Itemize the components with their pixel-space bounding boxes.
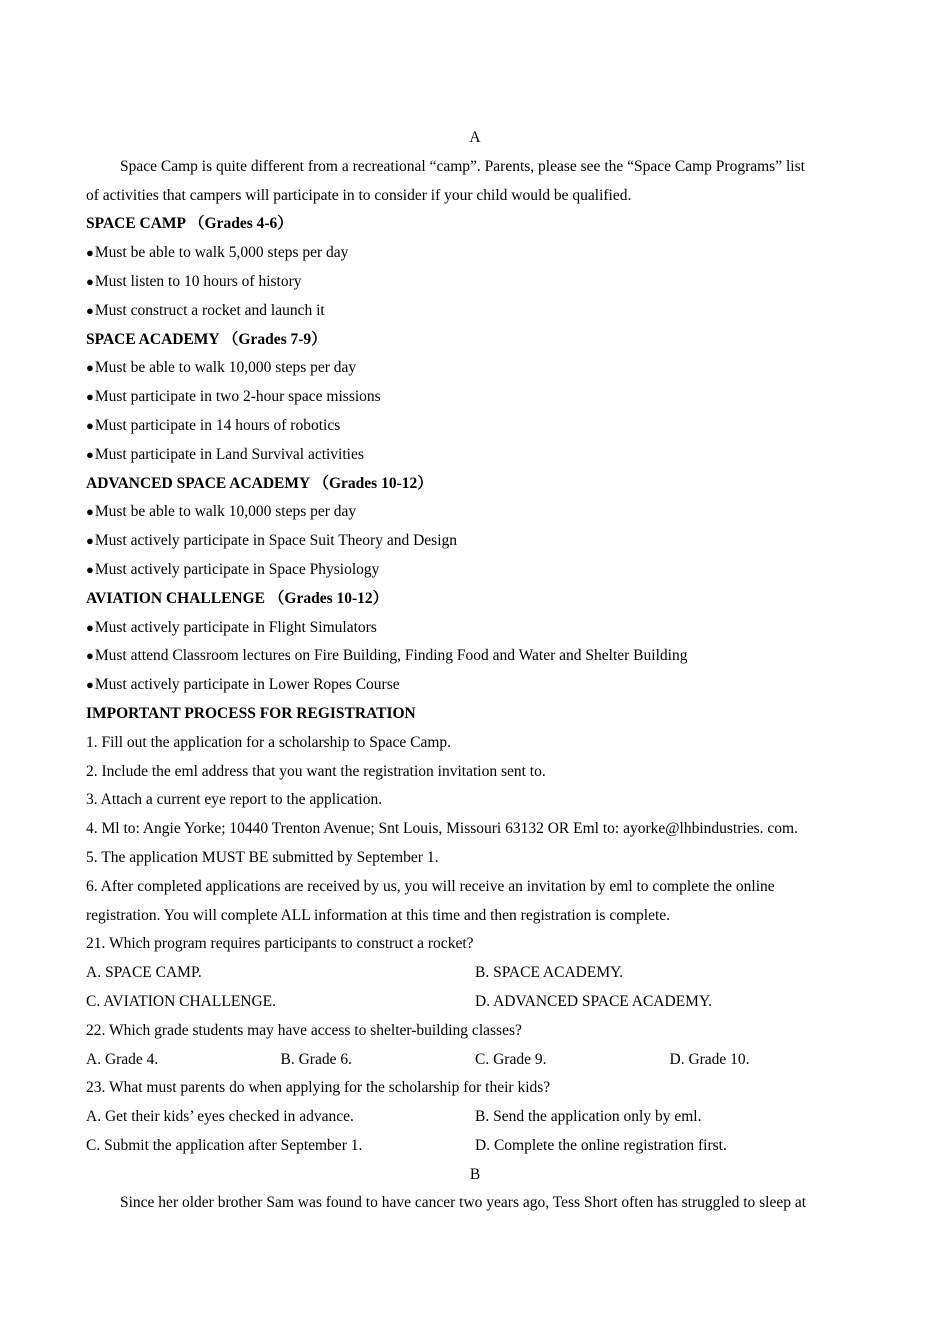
registration-step: registration. You will complete ALL information at this time and then registration is complete.	[86, 906, 671, 924]
question-option: A. SPACE CAMP.	[86, 964, 202, 982]
list-item: ● Must listen to 10 hours of history	[86, 268, 864, 297]
question-option: D. ADVANCED SPACE ACADEMY.	[475, 992, 713, 1010]
question-22-options-row	[86, 1046, 864, 1075]
program-heading-advanced-space-academy: ADVANCED SPACE ACADEMY （Grades 10-12）	[86, 474, 433, 492]
intro-line-1: Space Camp is quite different from a recreational “camp”. Parents, please see the “Space Camp Programs” list	[120, 157, 805, 175]
list-item: ● Must be able to walk 10,000 steps per day	[86, 498, 864, 527]
intro-line-2: of activities that campers will participate in to consider if your child would be qualified.	[86, 186, 632, 204]
question-21-options-row-1	[86, 959, 864, 988]
list-item: ● Must actively participate in Space Suit Theory and Design	[86, 527, 864, 556]
program-heading-aviation-challenge: AVIATION CHALLENGE （Grades 10-12）	[86, 589, 389, 607]
question-option: C. Submit the application after September 1.	[86, 1136, 363, 1154]
list-item: ● Must attend Classroom lectures on Fire Building, Finding Food and Water and Shelter Building	[86, 642, 864, 671]
question-option: A. Get their kids’ eyes checked in advance.	[86, 1108, 354, 1126]
list-item: ● Must actively participate in Space Physiology	[86, 556, 864, 585]
registration-step: 4. Ml to: Angie Yorke; 10440 Trenton Avenue; Snt Louis, Missouri 63132 OR Eml to: ayorke@lhbindustries. com.	[86, 820, 798, 838]
question-23-options-row-2	[86, 1132, 864, 1161]
registration-step: 5. The application MUST BE submitted by September 1.	[86, 848, 439, 866]
list-item: ● Must participate in Land Survival activities	[86, 441, 864, 470]
question-option: D. Complete the online registration first.	[475, 1136, 727, 1154]
question-option: D. Grade 10.	[669, 1050, 750, 1068]
list-item: ● Must construct a rocket and launch it	[86, 297, 864, 326]
list-item: ● Must participate in 14 hours of robotics	[86, 412, 864, 441]
passage-b-label: B	[469, 1165, 481, 1183]
list-item: ● Must actively participate in Lower Ropes Course	[86, 671, 864, 700]
list-item: ● Must actively participate in Flight Simulators	[86, 614, 864, 643]
question-option: C. Grade 9.	[475, 1050, 547, 1068]
question-option: B. Grade 6.	[280, 1050, 352, 1068]
registration-step: 3. Attach a current eye report to the application.	[86, 791, 383, 809]
exam-page	[86, 124, 864, 1218]
list-item: ● Must be able to walk 5,000 steps per day	[86, 239, 864, 268]
question-23-options-row-1	[86, 1103, 864, 1132]
passage-a-label: A	[469, 129, 481, 146]
program-heading-space-camp: SPACE CAMP （Grades 4-6）	[86, 215, 293, 233]
question-22-stem: 22. Which grade students may have access to shelter-building classes?	[86, 1021, 522, 1039]
question-option: B. Send the application only by eml.	[475, 1108, 702, 1126]
registration-step: 2. Include the eml address that you want the registration invitation sent to.	[86, 762, 546, 780]
question-option: C. AVIATION CHALLENGE.	[86, 992, 277, 1010]
program-heading-space-academy: SPACE ACADEMY （Grades 7-9）	[86, 330, 327, 348]
list-item: ● Must be able to walk 10,000 steps per day	[86, 354, 864, 383]
question-21-options-row-2	[86, 988, 864, 1017]
list-item: ● Must participate in two 2-hour space missions	[86, 383, 864, 412]
passage-b-line-1: Since her older brother Sam was found to have cancer two years ago, Tess Short often has struggled to sleep at	[120, 1194, 807, 1212]
question-23-stem: 23. What must parents do when applying for the scholarship for their kids?	[86, 1079, 551, 1097]
registration-step: 6. After completed applications are received by us, you will receive an invitation by eml to complete the online	[86, 877, 775, 895]
registration-heading: IMPORTANT PROCESS FOR REGISTRATION	[86, 704, 416, 722]
registration-step: 1. Fill out the application for a scholarship to Space Camp.	[86, 733, 452, 751]
question-21-stem: 21. Which program requires participants to construct a rocket?	[86, 935, 474, 953]
question-option: B. SPACE ACADEMY.	[475, 964, 624, 982]
question-option: A. Grade 4.	[86, 1050, 159, 1068]
